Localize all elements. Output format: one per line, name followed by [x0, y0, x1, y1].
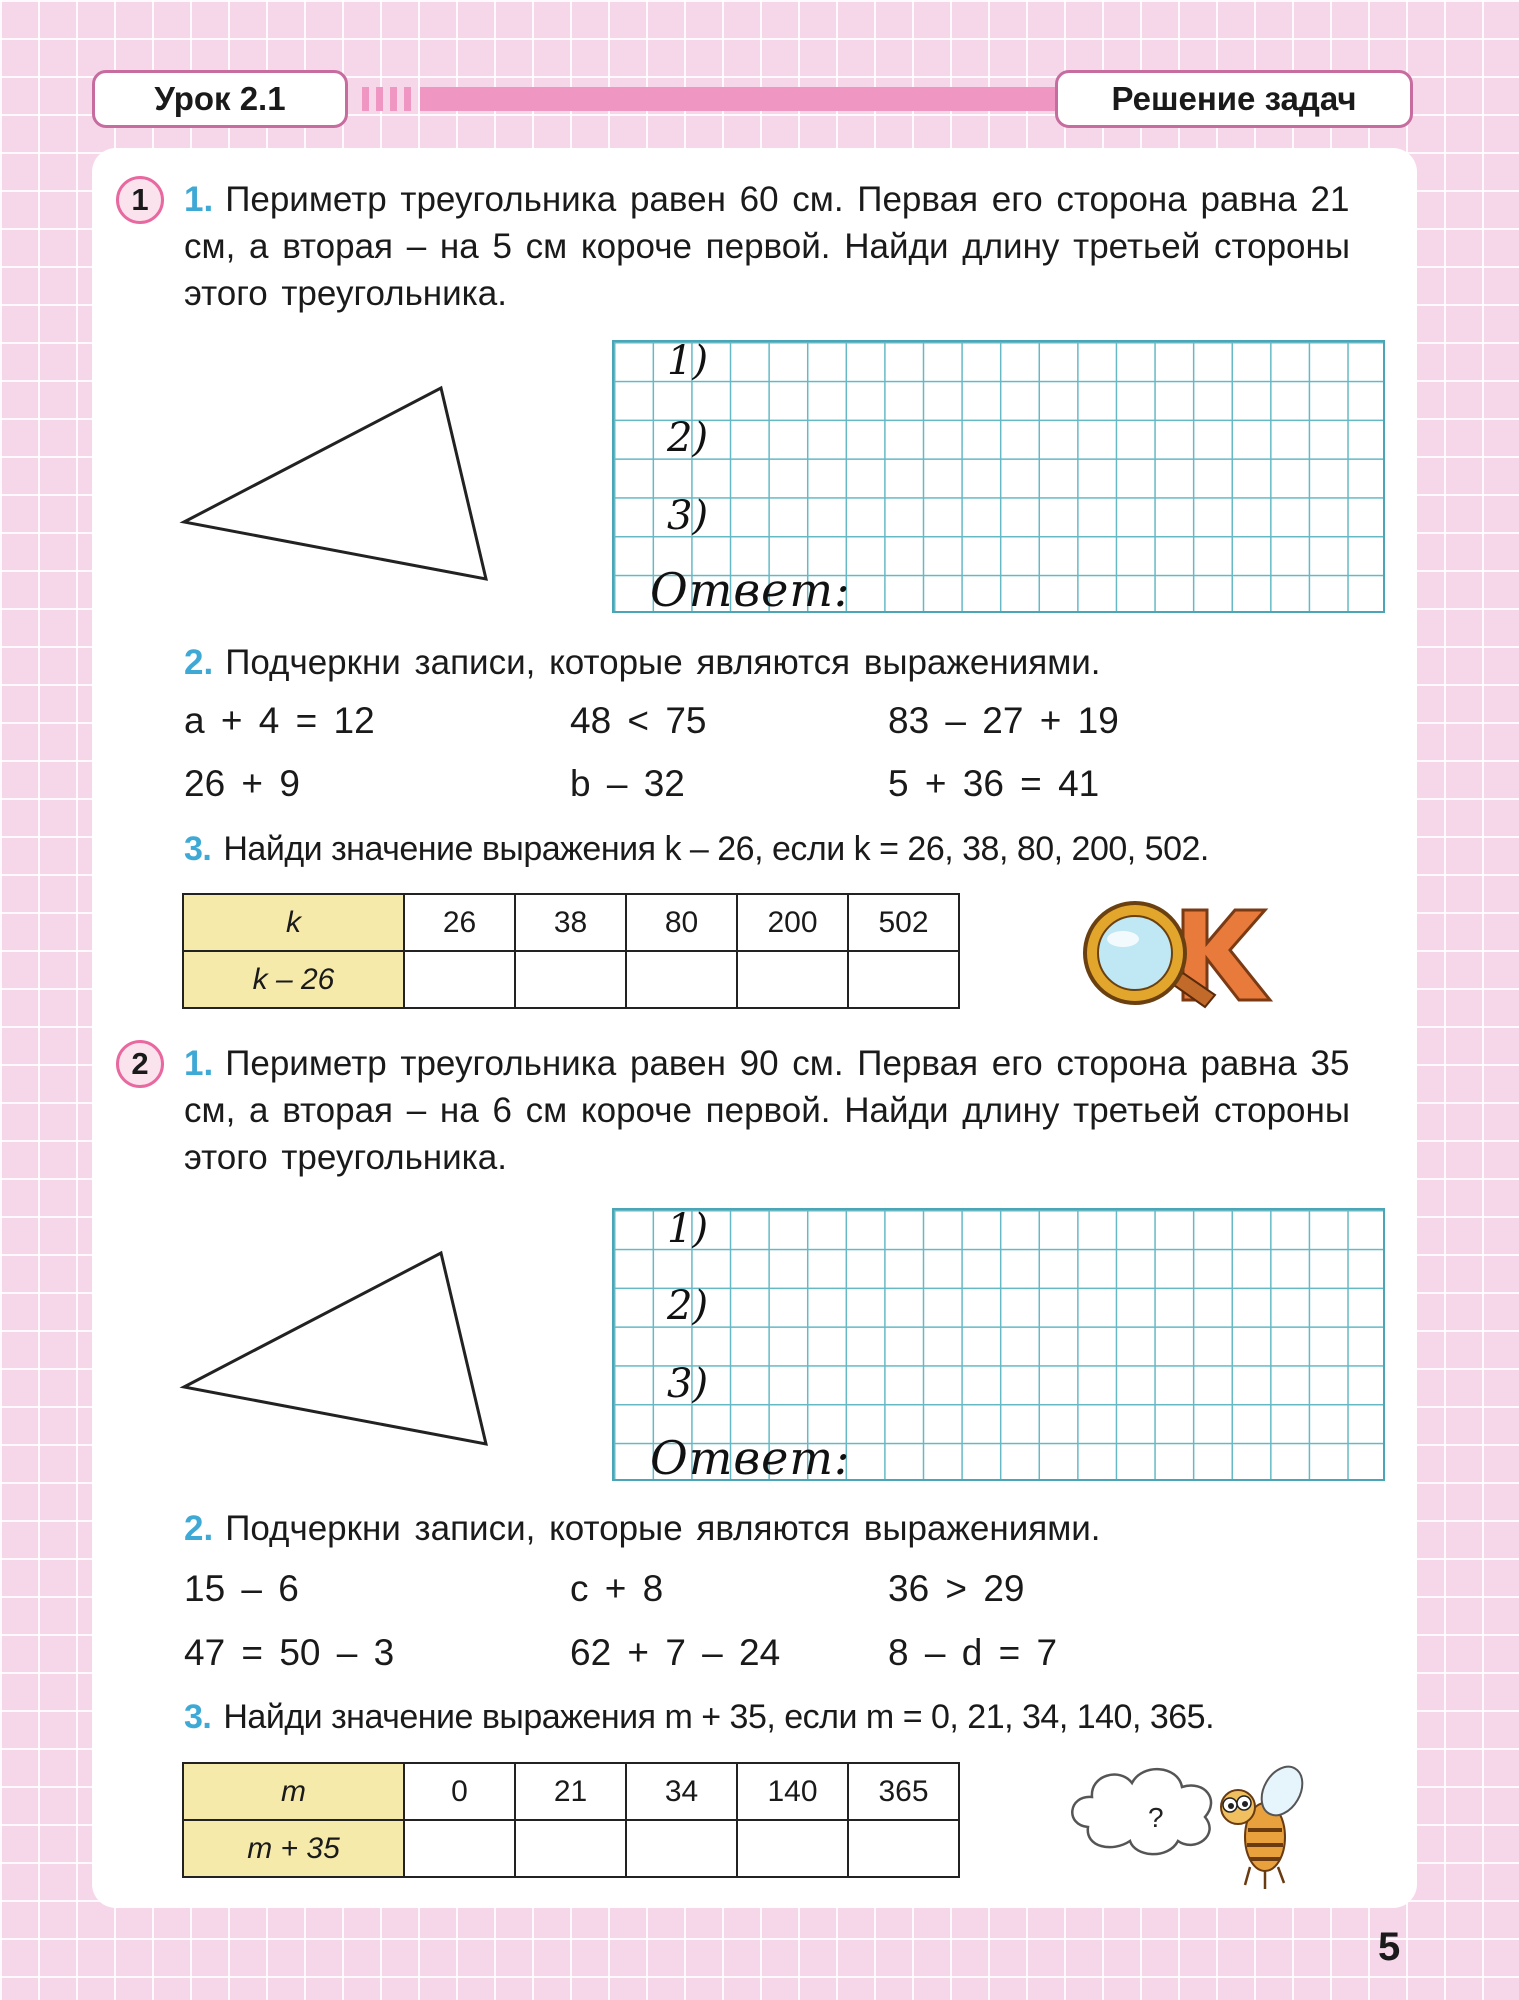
answer-cell[interactable] — [404, 1820, 515, 1877]
table-head-cell: m + 35 — [183, 1820, 404, 1877]
step-label: 1) — [667, 1206, 709, 1252]
header-stripe — [362, 87, 369, 111]
table-cell: 80 — [626, 894, 737, 951]
task-2-3 — [184, 1694, 1384, 1741]
expression[interactable]: c + 8 — [570, 1568, 664, 1609]
table-cell: 21 — [515, 1763, 626, 1820]
task-number: 2. — [184, 643, 214, 682]
step-label: 3) — [667, 493, 709, 539]
expression[interactable]: 83 – 27 + 19 — [888, 700, 1119, 741]
task-text: Найди значение выражения m + 35, если m = 0, 21, 34, 140, 365. — [223, 1698, 1215, 1736]
bee-pupil — [1228, 1803, 1234, 1809]
expression[interactable]: 48 < 75 — [570, 700, 707, 741]
task-number: 2. — [184, 1509, 214, 1548]
answer-label: Ответ: — [650, 1431, 851, 1485]
table-row — [183, 1763, 959, 1820]
bee-pupil — [1242, 1801, 1248, 1807]
table-head-cell: k — [183, 894, 404, 951]
answer-label: Ответ: — [650, 563, 851, 617]
answer-cell[interactable] — [737, 1820, 848, 1877]
expression[interactable]: 36 > 29 — [888, 1568, 1025, 1609]
bee-thought-illustration — [1060, 1745, 1320, 1895]
task-text: Подчеркни записи, которые являются выражениями. — [225, 643, 1101, 682]
answer-cell[interactable] — [626, 951, 737, 1008]
step-label: 1) — [667, 338, 709, 384]
task-text: Периметр треугольника равен 90 см. Первая его сторона равна 35 см, а вторая – на 6 см короче первой. Найди длину третьей стороны этого треугольника. — [184, 1044, 1350, 1177]
values-table — [182, 893, 960, 1009]
answer-cell[interactable] — [515, 951, 626, 1008]
header-bar — [420, 87, 1060, 111]
answer-cell[interactable] — [737, 951, 848, 1008]
expression[interactable]: 47 = 50 – 3 — [184, 1632, 395, 1673]
table-row — [183, 894, 959, 951]
table-head-cell: k – 26 — [183, 951, 404, 1008]
table-row — [183, 1820, 959, 1877]
task-2-1 — [184, 1040, 1384, 1181]
expression[interactable]: 15 – 6 — [184, 1568, 299, 1609]
lesson-label: Урок 2.1 — [92, 70, 348, 128]
table-cell: 365 — [848, 1763, 959, 1820]
task-1-2 — [184, 639, 1384, 686]
magnifier-glass — [1098, 916, 1172, 990]
table-cell: 140 — [737, 1763, 848, 1820]
answer-cell[interactable] — [848, 951, 959, 1008]
table-head-cell: m — [183, 1763, 404, 1820]
expression[interactable]: 8 – d = 7 — [888, 1632, 1058, 1673]
task-1-3 — [184, 826, 1384, 873]
table-cell: 26 — [404, 894, 515, 951]
triangle-shape — [184, 1253, 486, 1444]
task-number: 3. — [184, 830, 212, 868]
step-label: 2) — [667, 415, 709, 461]
answer-cell[interactable] — [404, 951, 515, 1008]
table-cell: 34 — [626, 1763, 737, 1820]
step-label: 3) — [667, 1361, 709, 1407]
task-text: Периметр треугольника равен 60 см. Первая его сторона равна 21 см, а вторая – на 5 см короче первой. Найди длину третьей стороны этого треугольника. — [184, 180, 1350, 313]
triangle-figure — [170, 1245, 500, 1465]
cloud-question-mark: ? — [1148, 1802, 1164, 1833]
expression[interactable]: 5 + 36 = 41 — [888, 763, 1100, 804]
header-stripe — [390, 87, 397, 111]
answer-cell[interactable] — [626, 1820, 737, 1877]
expression[interactable]: b – 32 — [570, 763, 685, 804]
task-number: 1. — [184, 180, 214, 219]
task-text: Найди значение выражения k – 26, если k = 26, 38, 80, 200, 502. — [223, 830, 1209, 868]
task-1-1 — [184, 176, 1384, 317]
table-cell: 0 — [404, 1763, 515, 1820]
values-table — [182, 1762, 960, 1878]
task-text: Подчеркни записи, которые являются выражениями. — [225, 1509, 1101, 1548]
step-label: 2) — [667, 1283, 709, 1329]
header-stripe — [376, 87, 383, 111]
thought-cloud — [1072, 1769, 1211, 1854]
triangle-figure — [170, 380, 500, 600]
section-marker-2: 2 — [116, 1040, 164, 1088]
table-cell: 200 — [737, 894, 848, 951]
answer-cell[interactable] — [515, 1820, 626, 1877]
task-number: 3. — [184, 1698, 212, 1736]
task-2-2 — [184, 1505, 1384, 1552]
answer-cell[interactable] — [848, 1820, 959, 1877]
magnifier-letter-illustration — [1065, 895, 1285, 1015]
expression[interactable]: 62 + 7 – 24 — [570, 1632, 781, 1673]
topic-label: Решение задач — [1055, 70, 1413, 128]
header-stripe — [404, 87, 411, 111]
expression[interactable]: 26 + 9 — [184, 763, 300, 804]
table-cell: 38 — [515, 894, 626, 951]
table-cell: 502 — [848, 894, 959, 951]
page-number: 5 — [1378, 1925, 1401, 1969]
section-marker-1: 1 — [116, 176, 164, 224]
table-row — [183, 951, 959, 1008]
triangle-shape — [184, 388, 486, 579]
task-number: 1. — [184, 1044, 214, 1083]
glass-highlight — [1107, 931, 1139, 947]
expression[interactable]: a + 4 = 12 — [184, 700, 375, 741]
